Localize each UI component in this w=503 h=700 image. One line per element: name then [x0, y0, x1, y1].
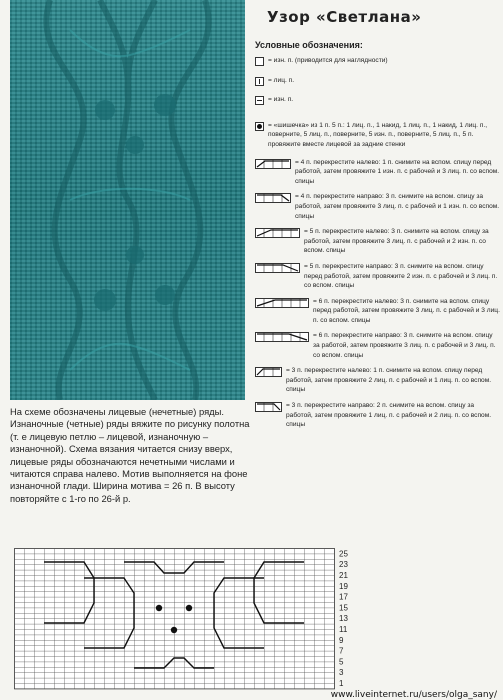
cable-3-right-icon [255, 402, 282, 412]
row-number: 3 [339, 668, 344, 678]
legend-item-cable-6-left: = 6 п. перекрестите налево: 3 п. снимите на вспом. спицу перед работой, затем провяжите 3 лиц. п. с рабочей и 3 лиц. п. со вспом. спицы [255, 297, 500, 326]
row-number: 23 [339, 560, 348, 570]
legend-item-bobble: = «шишечка» из 1 п. 5 п.: 1 лиц. п., 1 накид, 1 лиц. п., 1 накид, 1 лиц. п., поверните, 5 лиц. п., поверните, 5 изн. п., поверните, 5 лиц. п., 5 п. провяжите вместе лицевой за задние стенки [255, 121, 500, 150]
row-number: 19 [339, 581, 348, 591]
legend-item-cable-5-right: = 5 п. перекрестите направо: 3 п. снимите на вспом. спицу перед работой, затем провяжите 2 изн. п. с рабочей и 3 лиц. п. со вспом. спицы [255, 262, 500, 291]
row-number: 7 [339, 646, 344, 656]
knitting-chart [14, 548, 354, 699]
legend-panel [255, 8, 500, 430]
cable-6-left-icon [255, 298, 309, 308]
cable-6-right-icon [255, 332, 309, 342]
row-number: 13 [339, 614, 348, 624]
legend-item-cable-3-left: = 3 п. перекрестите налево: 1 п. снимите на вспом. спицу перед работой, затем провяжите 2 лиц. п. с рабочей и 1 лиц. п. со вспом. спицы [255, 366, 500, 395]
legend-item-cable-6-right: = 6 п. перекрестите направо: 3 п. снимите на вспом. спицу за работой, затем провяжите 3 лиц. п. с рабочей и 3 лиц. п. со вспом. спицы [255, 331, 500, 360]
knit-stitch-icon [255, 77, 264, 86]
source-url: www.liveinternet.ru/users/olga_sany/ [330, 690, 497, 700]
empty-cell-icon [255, 57, 264, 66]
legend-item-cable-4-right: = 4 п. перекрестите направо: 3 п. снимите на вспом. спицу за работой, затем провяжите 3 лиц. п. с рабочей и 1 изн. п. со вспом. спицы [255, 192, 500, 221]
pattern-title: Узор «Светлана» [267, 8, 422, 26]
cable-5-right-icon [255, 263, 300, 273]
legend-title: Условные обозначения: [255, 40, 363, 50]
legend-item-cable-3-right: = 3 п. перекрестите направо: 2 п. снимите на вспом. спицу за работой, затем провяжите 1 лиц. п. с рабочей и 2 лиц. п. со вспом. спицы [255, 401, 500, 430]
bobble-icon [255, 122, 264, 131]
pattern-description: На схеме обозначены лицевые (нечетные) ряды. Изнаночные (четные) ряды вяжите по рисунку полотна (т. е лицевую петлю – лицевой, изнаночную – изнаночной). Схема вязания читается снизу вверх, лицевые ряды обозначаются нечетными числами и читаются справа налево. Мотив выполняется на фоне изнаночной глади. Ширина мотива = 26 п. В высоту повторяйте с 1-го по 26-й р. [10, 406, 250, 504]
row-number: 1 [339, 679, 344, 688]
chart-grid [14, 548, 354, 694]
legend-item-purl: = изн. п. [255, 95, 500, 109]
legend-item-knit: = лиц. п. [255, 76, 500, 90]
row-number: 5 [339, 657, 344, 667]
legend-item-empty: = изн. п. (приводится для наглядности) [255, 56, 500, 70]
cable-5-left-icon [255, 228, 300, 238]
row-number: 15 [339, 603, 348, 613]
row-number: 21 [339, 571, 348, 580]
row-number: 9 [339, 635, 344, 645]
cable-texture [10, 0, 245, 400]
knitted-sample-photo [10, 0, 245, 400]
bobble-mark [186, 605, 192, 611]
row-number: 25 [339, 549, 348, 559]
legend-item-cable-4-left: = 4 п. перекрестите налево: 1 п. снимите на вспом. спицу перед работой, затем провяжите 1 изн. п. с рабочей и 3 лиц. п. со вспом. спицы [255, 158, 500, 187]
cable-4-left-icon [255, 159, 291, 169]
row-number: 11 [339, 625, 348, 634]
legend-item-cable-5-left: = 5 п. перекрестите налево: 3 п. снимите на вспом. спицу за работой, затем провяжите 3 лиц. п. с рабочей и 2 изн. п. со вспом. спицы [255, 227, 500, 256]
cable-4-right-icon [255, 193, 291, 203]
row-number: 17 [339, 592, 348, 602]
purl-stitch-icon [255, 96, 264, 105]
bobble-mark [171, 627, 177, 633]
bobble-mark [156, 605, 162, 611]
cable-3-left-icon [255, 367, 282, 377]
